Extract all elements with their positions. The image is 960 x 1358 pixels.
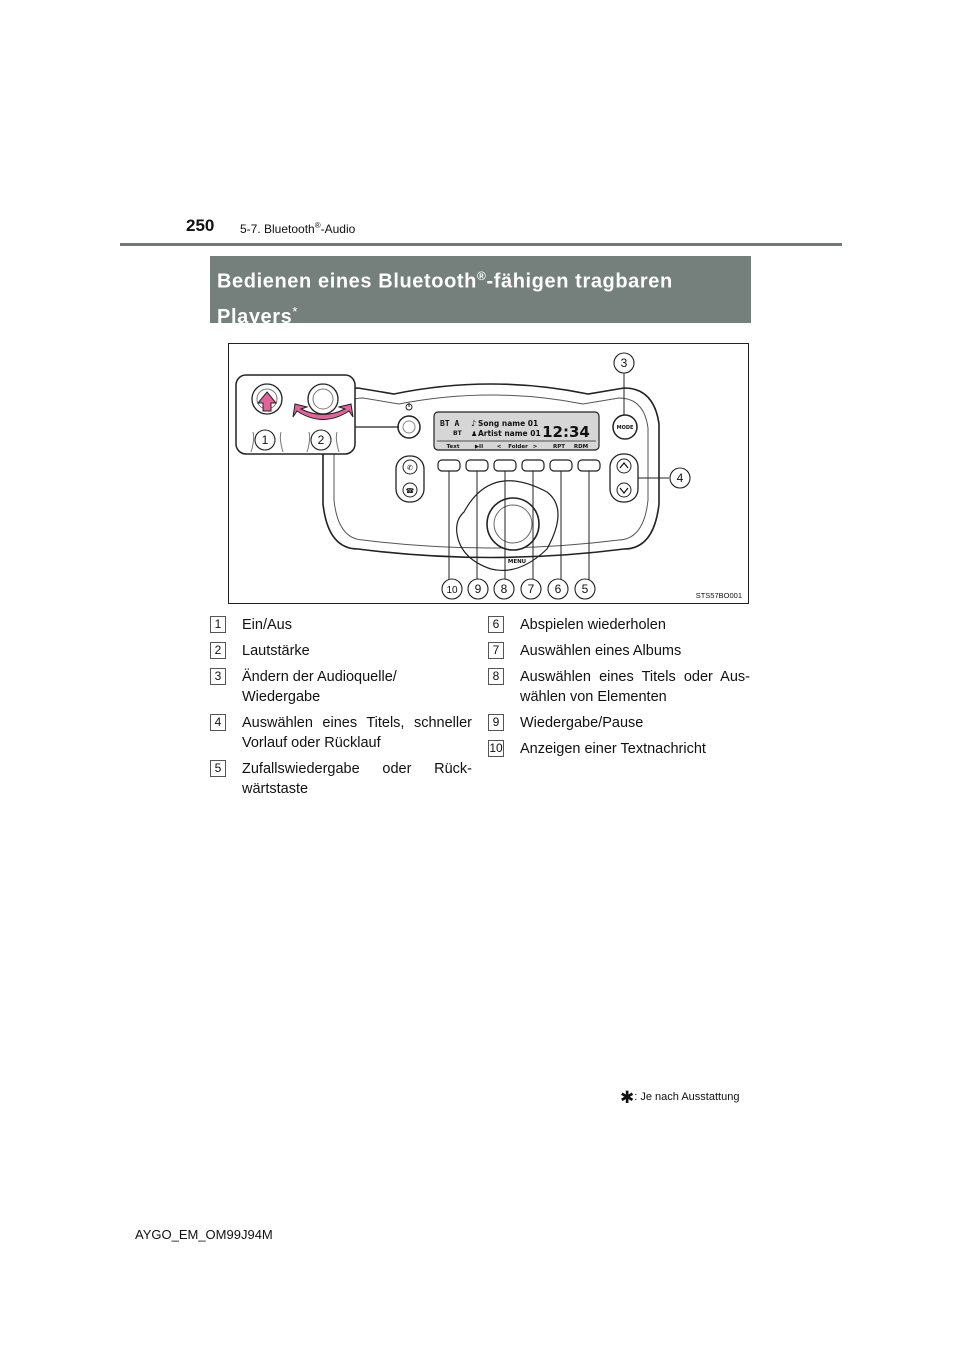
softkey-label-text: Text [446, 444, 460, 450]
power-knob [398, 416, 420, 438]
callout-5-label: 5 [581, 582, 589, 596]
callout-7-label: 7 [527, 582, 535, 596]
footnote-text: : Je nach Ausstattung [634, 1091, 740, 1103]
title-registered-mark: ® [477, 269, 487, 283]
softkey-label-folder: Folder [508, 444, 528, 450]
power-icon [406, 403, 412, 410]
legend-text: Anzeigen einer Textnachricht [520, 741, 706, 757]
legend-text-line2: Vorlauf oder Rücklauf [242, 735, 381, 751]
callout-10-label: 10 [446, 585, 458, 596]
title-part1: Bedienen eines Bluetooth [217, 270, 477, 293]
display-bt-logo: BT A [440, 419, 460, 428]
legend-text-line1: Auswählen eines Titels, schneller [242, 715, 472, 731]
document-code: AYGO_EM_OM99J94M [135, 1227, 273, 1242]
legend-number: 4 [210, 714, 226, 731]
softkey-label-rpt: RPT [552, 444, 566, 450]
legend-item [488, 615, 750, 635]
page-number: 250 [186, 216, 215, 235]
audio-unit-figure [228, 343, 749, 604]
legend-number: 10 [489, 741, 503, 755]
svg-text:♟: ♟ [471, 430, 478, 438]
title-asterisk: * [292, 303, 299, 319]
callout-2-label: 2 [317, 433, 325, 447]
legend-number: 1 [210, 616, 226, 633]
legend-item [210, 615, 472, 635]
display-time: 12:34 [542, 423, 590, 441]
callout-3-label: 3 [620, 356, 628, 370]
menu-knob [487, 498, 539, 550]
legend-number: 7 [488, 642, 504, 659]
legend-text: Wiedergabe/Pause [520, 715, 644, 731]
seek-down-button [617, 483, 631, 497]
seek-up-button [617, 459, 631, 473]
display-song-name: Song name 01 [478, 419, 539, 428]
legend-number: 3 [210, 668, 226, 685]
softkey-button-10 [438, 460, 460, 471]
legend-text: Abspielen wiederholen [520, 617, 666, 633]
legend-item [210, 713, 472, 753]
legend-text-line2: Wiedergabe [242, 689, 321, 705]
legend-item [488, 641, 750, 661]
legend-text-line2: wählen von Elementen [520, 689, 667, 705]
softkey-label-next: > [532, 444, 538, 450]
svg-text:♪: ♪ [471, 419, 477, 428]
registered-mark: ® [314, 221, 321, 230]
legend-number: 9 [488, 714, 504, 731]
section-header [240, 221, 355, 236]
legend-number: 6 [488, 616, 504, 633]
menu-label: MENU [507, 559, 527, 565]
legend-item [488, 713, 750, 733]
phone-hangup-icon: ☎ [405, 487, 415, 495]
softkey-button-9 [466, 460, 488, 471]
title-band [210, 256, 751, 328]
display-artist-name: Artist name 01 [478, 429, 541, 438]
softkey-label-play: ▶II [474, 444, 484, 450]
legend-text: Ein/Aus [242, 617, 292, 633]
legend-number: 2 [210, 642, 226, 659]
section-prefix: 5-7. Bluetooth [240, 222, 315, 236]
softkey-buttons [438, 460, 600, 471]
legend-number: 8 [488, 668, 504, 685]
phone-answer-icon: ✆ [407, 464, 413, 472]
callout-4-label: 4 [676, 471, 684, 485]
figure-code: STS57BO001 [695, 591, 742, 600]
softkey-button-6 [550, 460, 572, 471]
legend-text-line1: Auswählen eines Titels oder Aus- [520, 669, 750, 685]
mode-label: MODE [616, 425, 634, 431]
legend-item [210, 641, 472, 661]
section-suffix: -Audio [320, 222, 356, 236]
legend-item [488, 667, 750, 707]
legend-left-column [210, 615, 472, 805]
legend-item [210, 667, 472, 707]
legend-item [488, 739, 750, 759]
softkey-button-8 [494, 460, 516, 471]
legend-text-line1: Ändern der Audioquelle/ [242, 669, 397, 685]
display-source: BT [453, 430, 462, 437]
legend-text-line1: Zufallswiedergabe oder Rück- [242, 761, 472, 777]
legend-right-column [488, 615, 750, 765]
legend-text-line2: wärtstaste [242, 781, 309, 797]
callout-9-label: 9 [474, 582, 482, 596]
header-rule [120, 243, 842, 246]
callout-8-label: 8 [500, 582, 508, 596]
legend-text: Auswählen eines Albums [520, 643, 682, 659]
footnote-star-icon: ✱ [620, 1088, 635, 1107]
softkey-label-prev: < [496, 444, 502, 450]
softkey-button-5 [578, 460, 600, 471]
callout-1-label: 1 [261, 433, 269, 447]
softkey-button-7 [522, 460, 544, 471]
title-line2: Players [217, 305, 293, 328]
legend-number: 5 [210, 760, 226, 777]
footnote [620, 1088, 739, 1108]
softkey-label-rdm: RDM [573, 444, 589, 450]
title-part2: -fähigen tragbaren [486, 270, 673, 293]
legend-text: Lautstärke [242, 643, 310, 659]
legend-item [210, 759, 472, 799]
callout-6-label: 6 [554, 582, 562, 596]
